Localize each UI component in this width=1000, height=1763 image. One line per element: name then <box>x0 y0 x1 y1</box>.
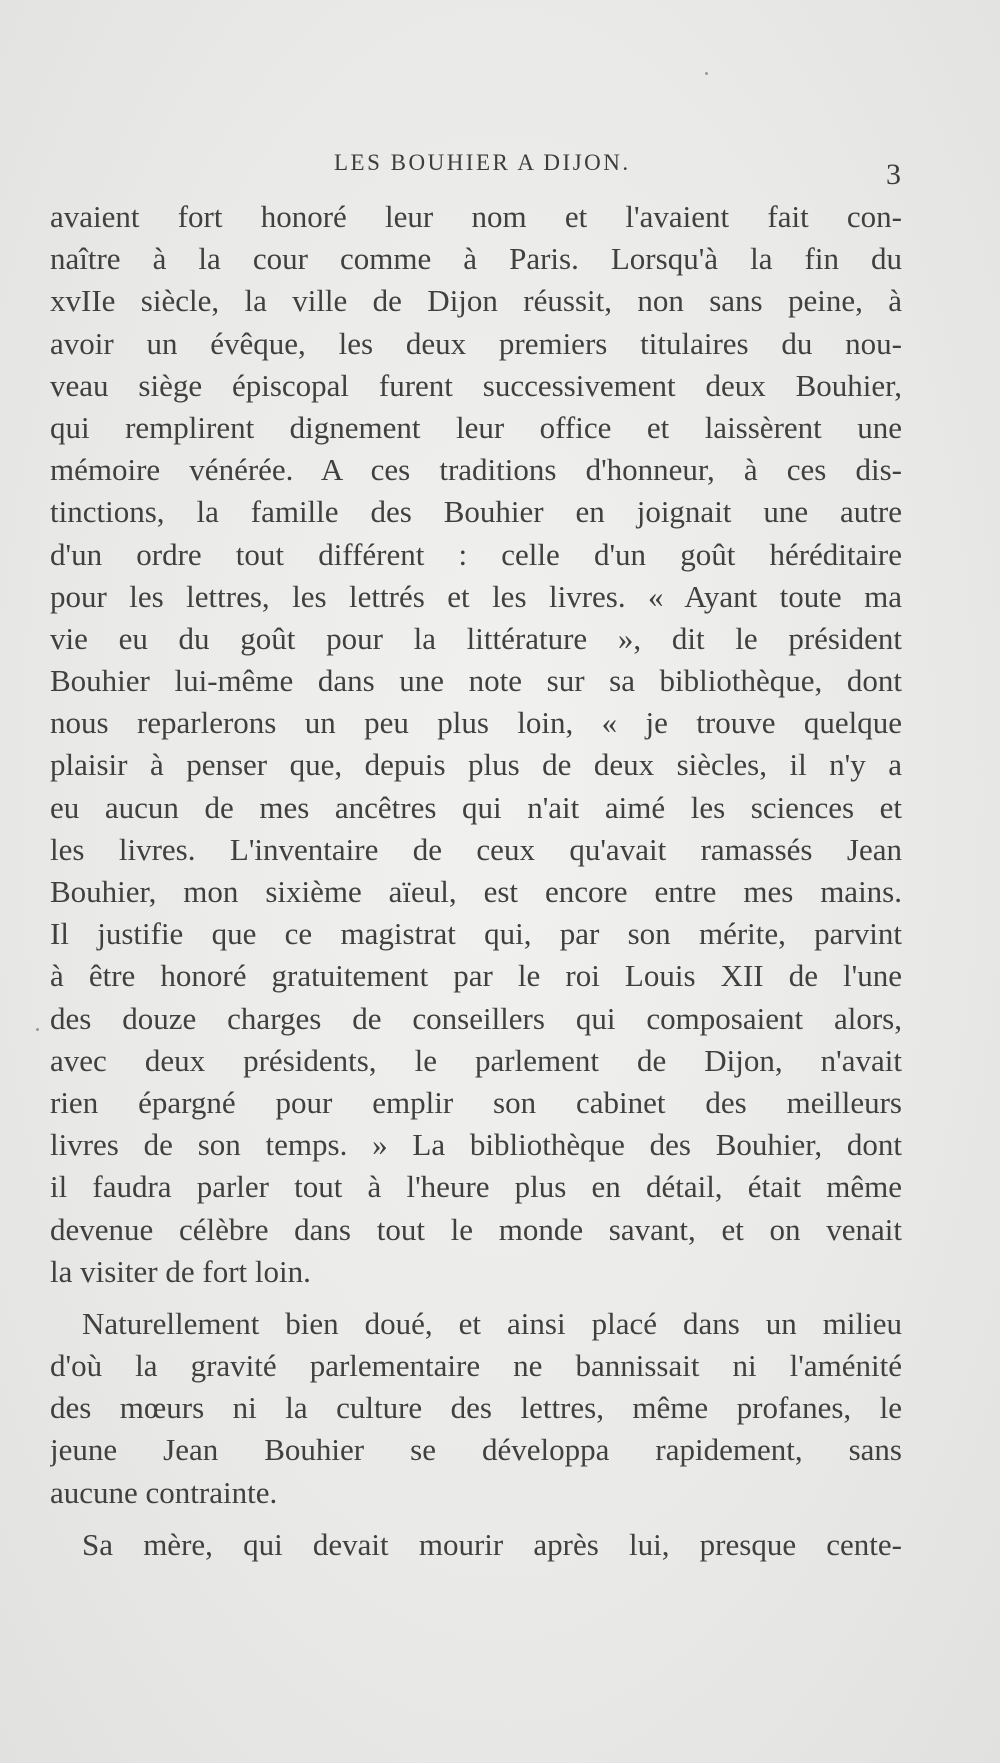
text-line: plaisir à penser que, depuis plus de deux siècles, il n'y a <box>50 747 902 783</box>
text-line: Bouhier lui-même dans une note sur sa bibliothèque, dont <box>50 663 902 699</box>
text-line: eu aucun de mes ancêtres qui n'ait aimé les sciences et <box>50 789 902 825</box>
paragraph-3 <box>50 1524 902 1566</box>
paragraph-gap <box>50 1514 902 1524</box>
paper-speck <box>36 1028 39 1031</box>
text-line: qui remplirent dignement leur office et laissèrent une <box>50 409 902 445</box>
text-line: Il justifie que ce magistrat qui, par son mérite, parvint <box>50 916 902 952</box>
text-line: nous reparlerons un peu plus loin, « je trouve quelque <box>50 705 902 741</box>
text-line: pour les lettres, les lettrés et les livres. « Ayant toute ma <box>50 578 902 614</box>
text-line: les livres. L'inventaire de ceux qu'avait ramassés Jean <box>50 831 902 867</box>
text-line: Bouhier, mon sixième aïeul, est encore entre mes mains. <box>50 874 902 909</box>
paper-speck <box>705 72 708 75</box>
text-line: jeune Jean Bouhier se développa rapidement, sans <box>50 1432 902 1468</box>
text-line: Sa mère, qui devait mourir après lui, presque cente- <box>82 1526 902 1562</box>
text-line: veau siège épiscopal furent successivement deux Bouhier, <box>50 367 902 403</box>
page-number: 3 <box>886 158 901 191</box>
text-line: des mœurs ni la culture des lettres, même profanes, le <box>50 1390 902 1426</box>
text-line: rien épargné pour emplir son cabinet des meilleurs <box>50 1084 902 1120</box>
running-head: LES BOUHIER A DIJON. <box>334 150 631 175</box>
text-line: mémoire vénérée. A ces traditions d'honneur, à ces dis- <box>50 452 902 488</box>
text-line: livres de son temps. » La bibliothèque des Bouhier, dont <box>50 1127 902 1163</box>
text-line: vie eu du goût pour la littérature », dit le président <box>50 620 902 656</box>
text-line: Naturellement bien doué, et ainsi placé dans un milieu <box>82 1305 902 1341</box>
text-line: d'où la gravité parlementaire ne bannissait ni l'aménité <box>50 1348 902 1384</box>
paragraph-gap <box>50 1293 902 1303</box>
text-line: devenue célèbre dans tout le monde savant, et on venait <box>50 1211 902 1247</box>
text-line: xvIIe siècle, la ville de Dijon réussit, non sans peine, à <box>50 283 902 319</box>
text-line: aucune contrainte. <box>50 1474 278 1510</box>
text-line: il faudra parler tout à l'heure plus en détail, était même <box>50 1169 902 1205</box>
text-line: à être honoré gratuitement par le roi Louis XII de l'une <box>50 958 902 994</box>
text-line: la visiter de fort loin. <box>50 1253 311 1289</box>
text-line: tinctions, la famille des Bouhier en joignait une autre <box>50 494 902 530</box>
text-line: d'un ordre tout différent : celle d'un goût héréditaire <box>50 536 902 572</box>
paragraph-1 <box>50 196 902 1293</box>
body-text <box>50 196 902 1566</box>
text-line: des douze charges de conseillers qui composaient alors, <box>50 1000 902 1036</box>
paragraph-2 <box>50 1303 902 1514</box>
text-line: avaient fort honoré leur nom et l'avaient fait con- <box>50 199 902 234</box>
text-line: avec deux présidents, le parlement de Dijon, n'avait <box>50 1042 902 1078</box>
text-line: avoir un évêque, les deux premiers titulaires du nou- <box>50 325 902 361</box>
text-line: naître à la cour comme à Paris. Lorsqu'à la fin du <box>50 241 902 277</box>
